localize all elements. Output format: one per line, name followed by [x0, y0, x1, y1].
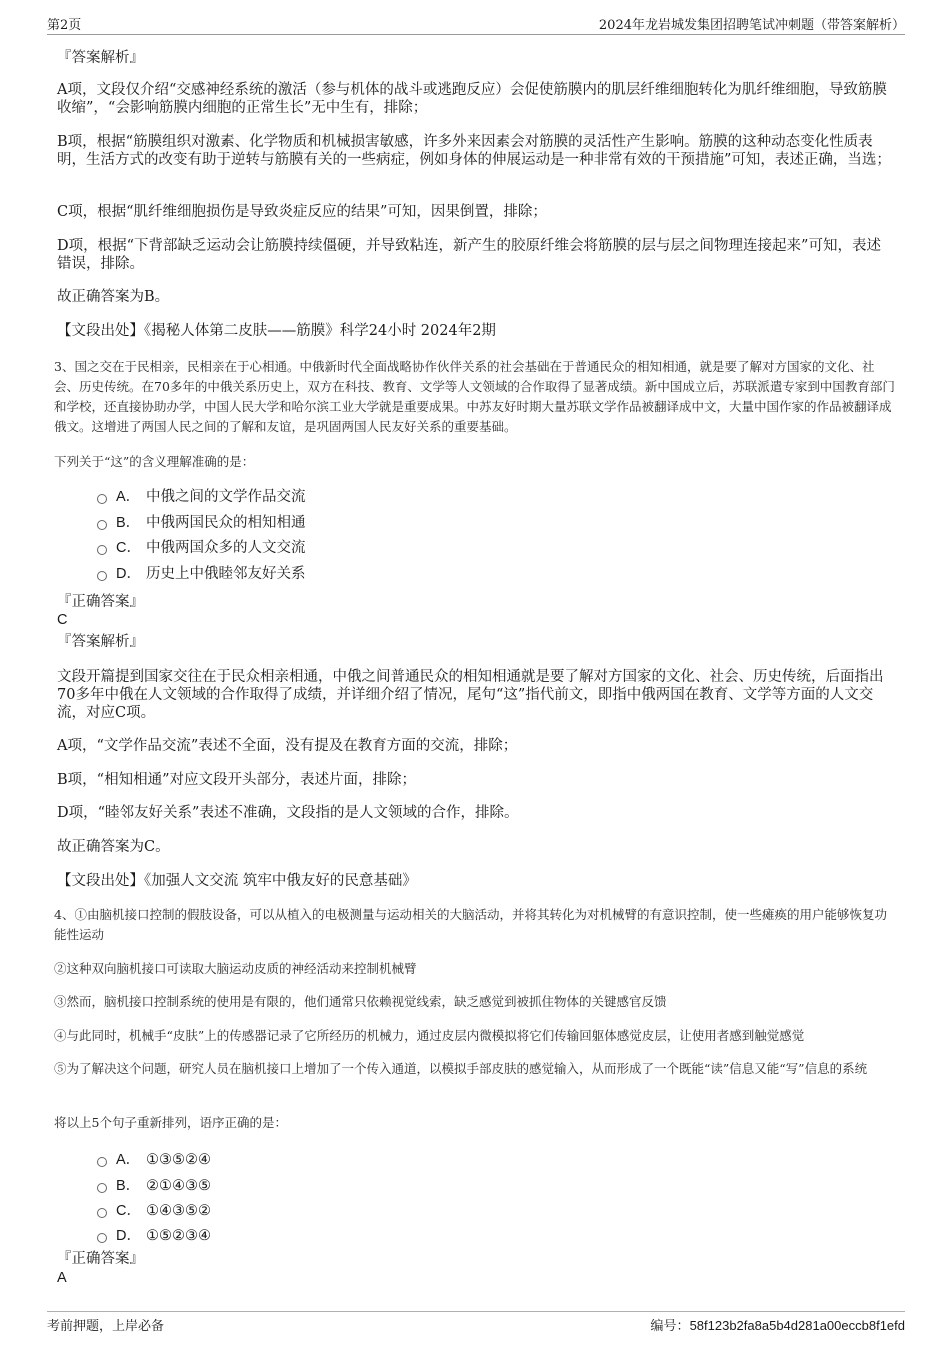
radio-icon[interactable]	[97, 1183, 107, 1193]
q3-option-c[interactable]: C． 中俄两国众多的人文交流	[97, 539, 306, 557]
radio-icon[interactable]	[97, 1233, 107, 1243]
footer-slogan: 考前押题，上岸必备	[47, 1319, 165, 1334]
q2-analysis-b: B项，根据“筋膜组织对激素、化学物质和机械损害敏感，许多外来因素会对筋膜的灵活性产生影响。筋膜的这种动态变化性质表明，生活方式的改变有助于逆转与筋膜有关的一些病症，例如身体的伸展运动是一种非常有效的干预措施”可知，表述正确，当选；	[57, 134, 891, 168]
q4-sentence-2: ②这种双向脑机接口可读取大脑运动皮质的神经活动来控制机械臂	[54, 961, 417, 976]
q3-option-d[interactable]: D． 历史上中俄睦邻友好关系	[97, 565, 306, 583]
document-code: 编号：58f123b2fa8a5b4d281a00eccb8f1efd	[650, 1318, 905, 1334]
q4-sentence-1: 4、①由脑机接口控制的假肢设备，可以从植入的电极测量与运动相关的大脑活动，并将其转化为对机械臂的有意识控制，使一些瘫痪的用户能够恢复功能性运动	[54, 907, 887, 942]
q2-analysis-d: D项，根据“下背部缺乏运动会让筋膜持续僵硬，并导致粘连，新产生的胶原纤维会将筋膜的层与层之间物理连接起来”可知，表述错误，排除。	[57, 238, 881, 272]
q3-analysis-b: B项，“相知相通”对应文段开头部分，表述片面，排除；	[57, 772, 416, 788]
q3-analysis-label: 『答案解析』	[57, 634, 144, 650]
q4-prompt: 将以上5个句子重新排列，语序正确的是：	[54, 1115, 287, 1130]
q4-option-d[interactable]: D． ①⑤②③④	[97, 1227, 211, 1245]
page-number: 第2页	[47, 18, 82, 33]
q4-answer-label: 『正确答案』	[57, 1251, 144, 1267]
q3-analysis-main: 文段开篇提到国家交往在于民众相亲相通，中俄之间普通民众的相知相通就是要了解对方国家的文化、社会、历史传统，后面指出70多年中俄在人文领域的合作取得了成绩，并详细介绍了情况，尾句“这”指代前文，即指中俄两国在教育、文学等方面的人文交流，对应C项。	[57, 669, 884, 721]
q3-analysis-a: A项，“文学作品交流”表述不全面，没有提及在教育方面的交流，排除；	[57, 738, 518, 754]
q3-answer-label: 『正确答案』	[57, 594, 144, 610]
radio-icon[interactable]	[97, 571, 107, 581]
q4-sentence-5: ⑤为了解决这个问题，研究人员在脑机接口上增加了一个传入通道，以模拟手部皮肤的感觉输入，从而形成了一个既能“读”信息又能“写”信息的系统	[54, 1061, 868, 1076]
q2-analysis-c: C项，根据“肌纤维细胞损伤是导致炎症反应的结果”可知，因果倒置，排除；	[57, 204, 547, 220]
radio-icon[interactable]	[97, 494, 107, 504]
analysis-label: 『答案解析』	[57, 50, 144, 66]
q3-option-a[interactable]: A． 中俄之间的文学作品交流	[97, 488, 306, 506]
page-footer	[47, 1311, 905, 1334]
q3-answer: C	[57, 612, 68, 628]
radio-icon[interactable]	[97, 545, 107, 555]
q4-option-b[interactable]: B． ②①④③⑤	[97, 1177, 211, 1195]
q2-conclusion: 故正确答案为B。	[57, 289, 170, 305]
q4-option-c[interactable]: C． ①④③⑤②	[97, 1202, 211, 1220]
q4-answer: A	[57, 1270, 67, 1286]
q3-prompt: 下列关于“这”的含义理解准确的是：	[54, 454, 255, 469]
q3-analysis-d: D项，“睦邻友好关系”表述不准确，文段指的是人文领域的合作，排除。	[57, 805, 519, 821]
page-header	[47, 14, 905, 35]
q2-source: 【文段出处】《揭秘人体第二皮肤——筋膜》科学24小时 2024年2期	[57, 323, 496, 339]
q4-sentence-4: ④与此同时，机械手“皮肤”上的传感器记录了它所经历的机械力，通过皮层内微模拟将它们传输回躯体感觉皮层，让使用者感到触觉感觉	[54, 1028, 805, 1043]
radio-icon[interactable]	[97, 1157, 107, 1167]
q3-source: 【文段出处】《加强人文交流 筑牢中俄友好的民意基础》	[57, 873, 417, 889]
q3-option-b[interactable]: B． 中俄两国民众的相知相通	[97, 514, 306, 532]
radio-icon[interactable]	[97, 1208, 107, 1218]
radio-icon[interactable]	[97, 520, 107, 530]
q4-option-a[interactable]: A． ①③⑤②④	[97, 1151, 211, 1169]
q4-sentence-3: ③然而，脑机接口控制系统的使用是有限的，他们通常只依赖视觉线索，缺乏感觉到被抓住物体的关键感官反馈	[54, 994, 667, 1009]
q3-conclusion: 故正确答案为C。	[57, 839, 170, 855]
q3-passage: 3、国之交在于民相亲，民相亲在于心相通。中俄新时代全面战略协作伙伴关系的社会基础在于普通民众的相知相通，就是要了解对方国家的文化、社会、历史传统。在70多年的中俄关系历史上，双方在科技、教育、文学等人文领域的合作取得了显著成绩。新中国成立后，苏联派遣专家到中国教育部门和学校，还直接协助办学，中国人民大学和哈尔滨工业大学就是重要成果。中苏友好时期大量苏联文学作品被翻译成中文，大量中国作家的作品被翻译成俄文。这增进了两国人民之间的了解和友谊，是巩固两国人民友好关系的重要基础。	[54, 359, 895, 434]
document-title: 2024年龙岩城发集团招聘笔试冲刺题（带答案解析）	[598, 18, 905, 33]
q2-analysis-a: A项，文段仅介绍“交感神经系统的激活（参与机体的战斗或逃跑反应）会促使筋膜内的肌层纤维细胞转化为肌纤维细胞，导致筋膜收缩”，“会影响筋膜内细胞的正常生长”无中生有，排除；	[57, 82, 887, 116]
